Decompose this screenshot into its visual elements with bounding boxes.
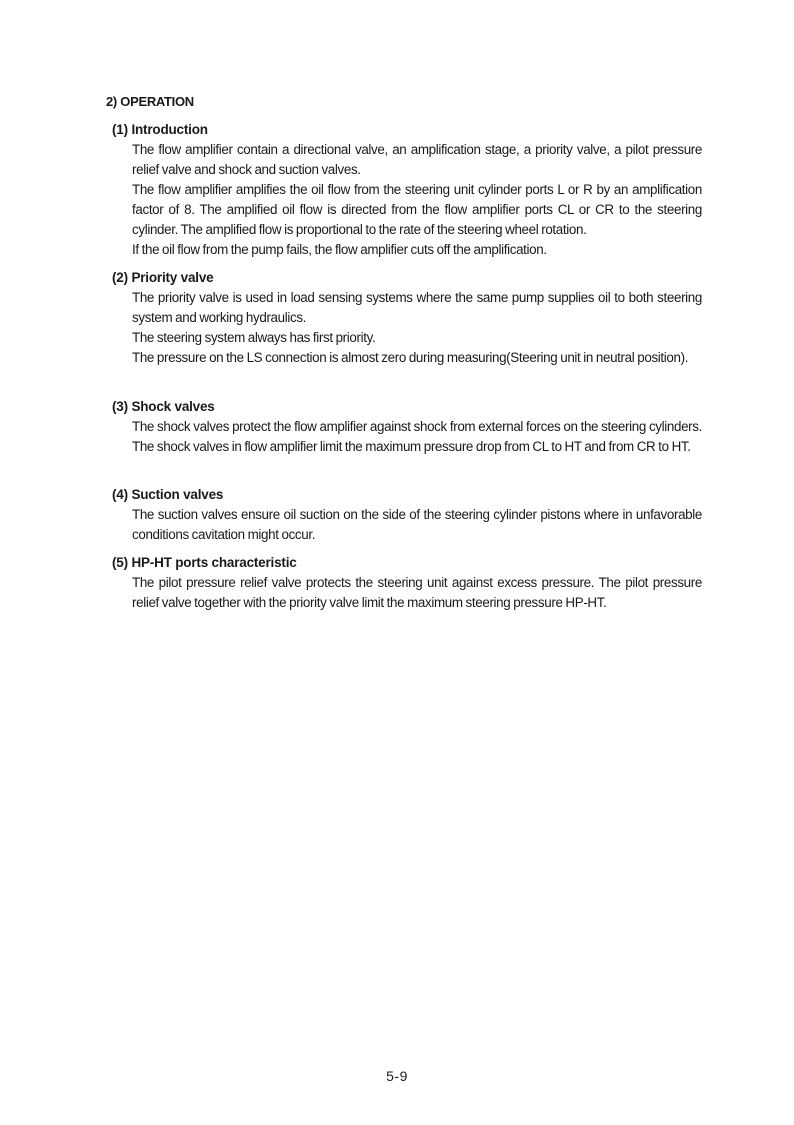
subsection-hp-ht-ports [112, 553, 702, 613]
subsection-shock-valves [112, 397, 702, 457]
subsection-introduction [112, 120, 702, 260]
subsection-heading: (3) Shock valves [112, 399, 215, 414]
subsection-priority-valve [112, 268, 702, 368]
subsection-suction-valves [112, 485, 702, 545]
subsection-heading: (5) HP-HT ports characteristic [112, 555, 297, 570]
subsection-heading: (2) Priority valve [112, 270, 214, 285]
page-number: 5-9 [386, 1068, 408, 1084]
paragraph: The pilot pressure relief valve protects the steering unit against excess pressure. The pilot pressure relief valve together with the priority valve limit the maximum steering pressure HP-HT. [132, 575, 702, 610]
paragraph: The flow amplifier contain a directional valve, an amplification stage, a priority valve, a pilot pressure relief valve and shock and suction valves. [132, 142, 702, 177]
paragraph: The priority valve is used in load sensing systems where the same pump supplies oil to both steering system and working hydraulics. [132, 290, 702, 325]
paragraph: The pressure on the LS connection is almost zero during measuring(Steering unit in neutral position). [132, 350, 689, 365]
paragraph: The shock valves protect the flow amplifier against shock from external forces on the steering cylinders. The shock valves in flow amplifier limit the maximum pressure drop from CL to HT and from CR to HT. [132, 419, 702, 454]
paragraph: The flow amplifier amplifies the oil flow from the steering unit cylinder ports L or R by an amplification factor of 8. The amplified oil flow is directed from the flow amplifier ports CL or CR to the steering cylinder. The amplified flow is proportional to the rate of the steering wheel rotation. [132, 182, 702, 237]
paragraph: If the oil flow from the pump fails, the flow amplifier cuts off the amplification. [132, 242, 547, 257]
paragraph: The suction valves ensure oil suction on the side of the steering cylinder pistons where in unfavorable conditions cavitation might occur. [132, 507, 702, 542]
subsection-heading: (1) Introduction [112, 122, 208, 137]
paragraph: The steering system always has first priority. [132, 330, 376, 345]
section-title: 2) OPERATION [106, 94, 194, 109]
subsection-heading: (4) Suction valves [112, 487, 224, 502]
